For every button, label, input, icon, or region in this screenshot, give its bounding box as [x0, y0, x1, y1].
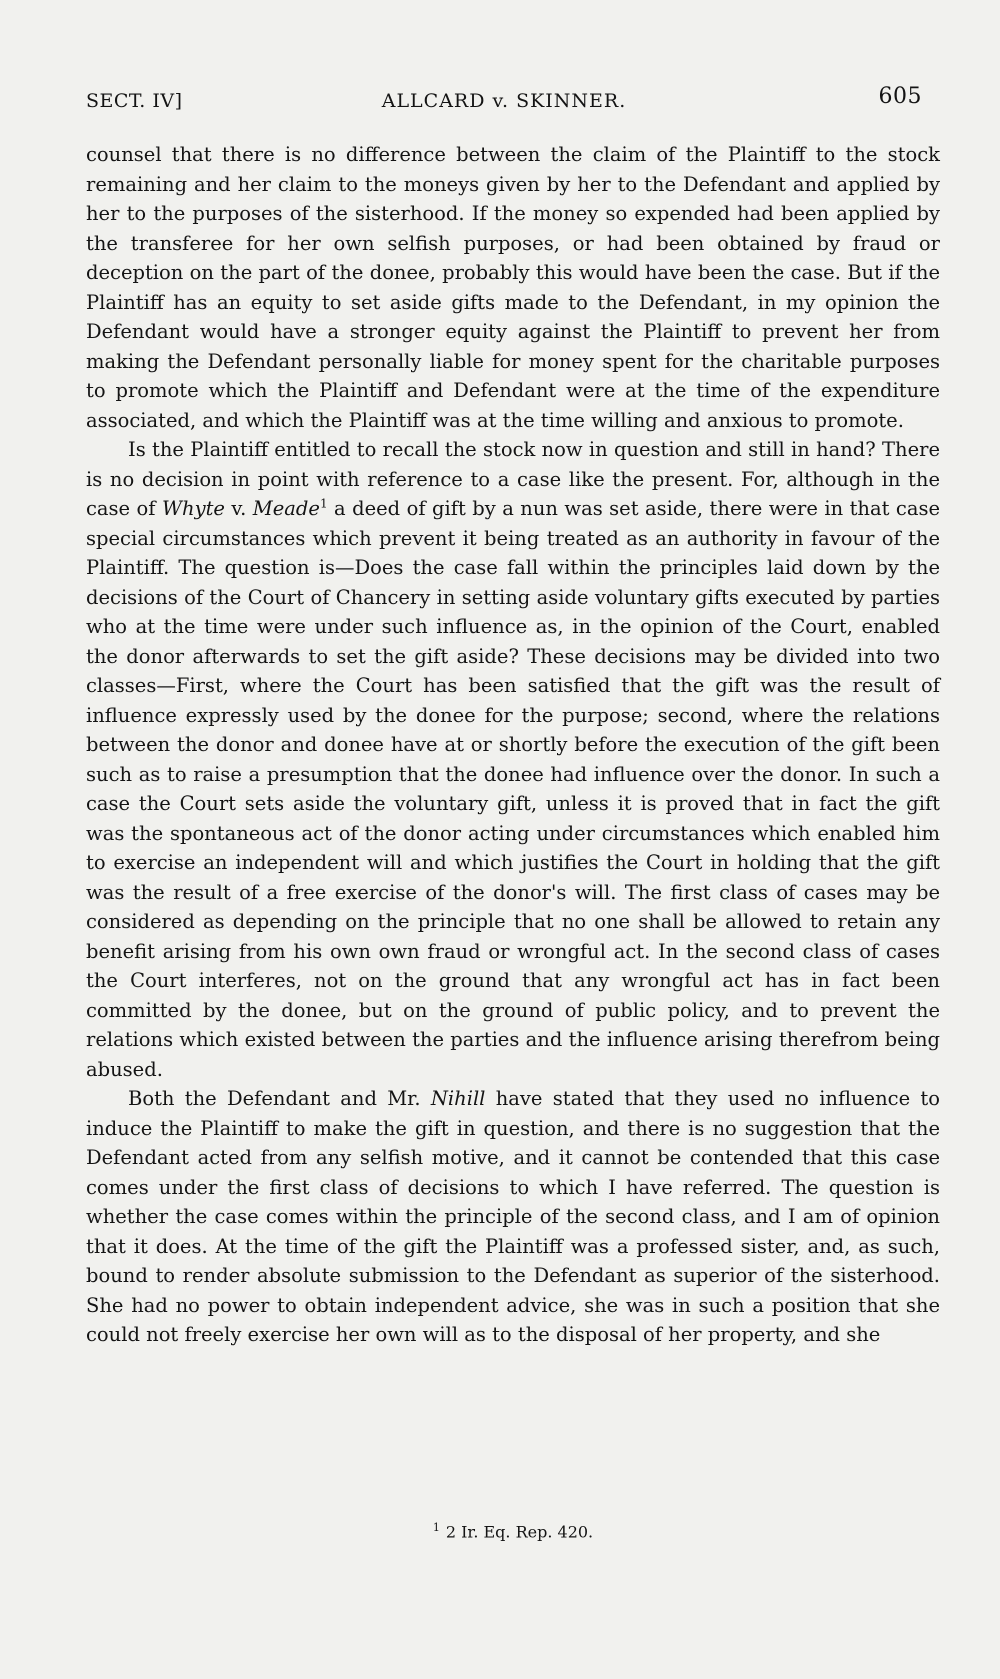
footnote-text: 2 Ir. Eq. Rep. 420.	[445, 1522, 594, 1542]
text-run: a deed of gift by a nun was set aside, there were in that case special circumstances which prevent it being treated as an authority in favour of the Plaintiff. The question is—Does the case fall within the principles laid down by the decisions of the Court of Chancery in setting aside voluntary gifts executed by parties who at the time were under such influence as, in the opinion of the Court, enabled the donor afterwards to set the gift aside? These decisions may be divided into two classes—First, where the Court has been satisfied that the gift was the result of influence expressly used by the donee for the purpose; second, where the relations between the donor and donee have at or shortly before the execution of the gift been such as to raise a presumption that the donee had influence over the donor. In such a case the Court sets aside the voluntary gift, unless it is proved that in fact the gift was the spontaneous act of the donor acting under circumstances which enabled him to exercise an independent will and which justifies the Court in holding that the gift was the result of a free exercise of the donor's will. The first class of cases may be considered as depending on the principle that no one shall be allowed to retain any benefit arising from his own own fraud or wrongful act. In the second class of cases the Court interferes, not on the ground that any wrongful act has in fact been committed by the donee, but on the ground of public policy, and to prevent the relations which existed between the parties and the influence arising therefrom being abused.	[86, 497, 940, 1081]
footnote	[86, 1521, 940, 1541]
case-name-meade: Meade	[252, 497, 320, 520]
versus: v.	[224, 497, 253, 520]
text-run: Is the Plaintiff entitled to recall the stock now in question and still in hand? There is no decision in point with reference to a case like the present. For, although in the case of	[86, 438, 940, 520]
paragraph-continued: counsel that there is no difference between the claim of the Plaintiff to the stock remaining and her claim to the moneys given by her to the Defendant and applied by her to the purposes of the sisterhood. If the money so expended had been applied by the transferee for her own selfish purposes, or had been obtained by fraud or deception on the part of the donee, probably this would have been the case. But if the Plaintiff has an equity to set aside gifts made to the Defendant, in my opinion the Defendant would have a stronger equity against the Plaintiff to prevent her from making the Defendant personally liable for money spent for the charitable purposes to promote which the Plaintiff and Defendant were at the time of the expenditure associated, and which the Plaintiff was at the time willing and anxious to promote.	[86, 143, 940, 432]
running-header	[86, 84, 922, 118]
page-number: 605	[878, 84, 922, 109]
case-name-whyte: Whyte	[161, 497, 225, 520]
body-text	[86, 140, 940, 1350]
footnote-reference: 1	[319, 496, 328, 511]
text-run: Both the Defendant and Mr.	[128, 1087, 431, 1110]
person-name-nihill: Nihill	[430, 1087, 486, 1110]
case-title: ALLCARD v. SKINNER.	[381, 90, 627, 112]
footnote-number: 1	[432, 1521, 440, 1534]
text-run: have stated that they used no influence to induce the Plaintiff to make the gift in question, and there is no suggestion that the Defendant acted from any selfish motive, and it cannot be contended that this case comes under the first class of decisions to which I have referred. The question is whether the case comes within the principle of the second class, and I am of opinion that it does. At the time of the gift the Plaintiff was a professed sister, and, as such, bound to render absolute submission to the Defendant as superior of the sisterhood. She had no power to obtain independent advice, she was in such a position that she could not freely exercise her own will as to the disposal of her property, and she	[86, 1087, 940, 1346]
paragraph-whyte-v-meade	[86, 435, 940, 1084]
section-label: SECT. IV]	[86, 90, 183, 112]
paragraph-nihill	[86, 1084, 940, 1350]
